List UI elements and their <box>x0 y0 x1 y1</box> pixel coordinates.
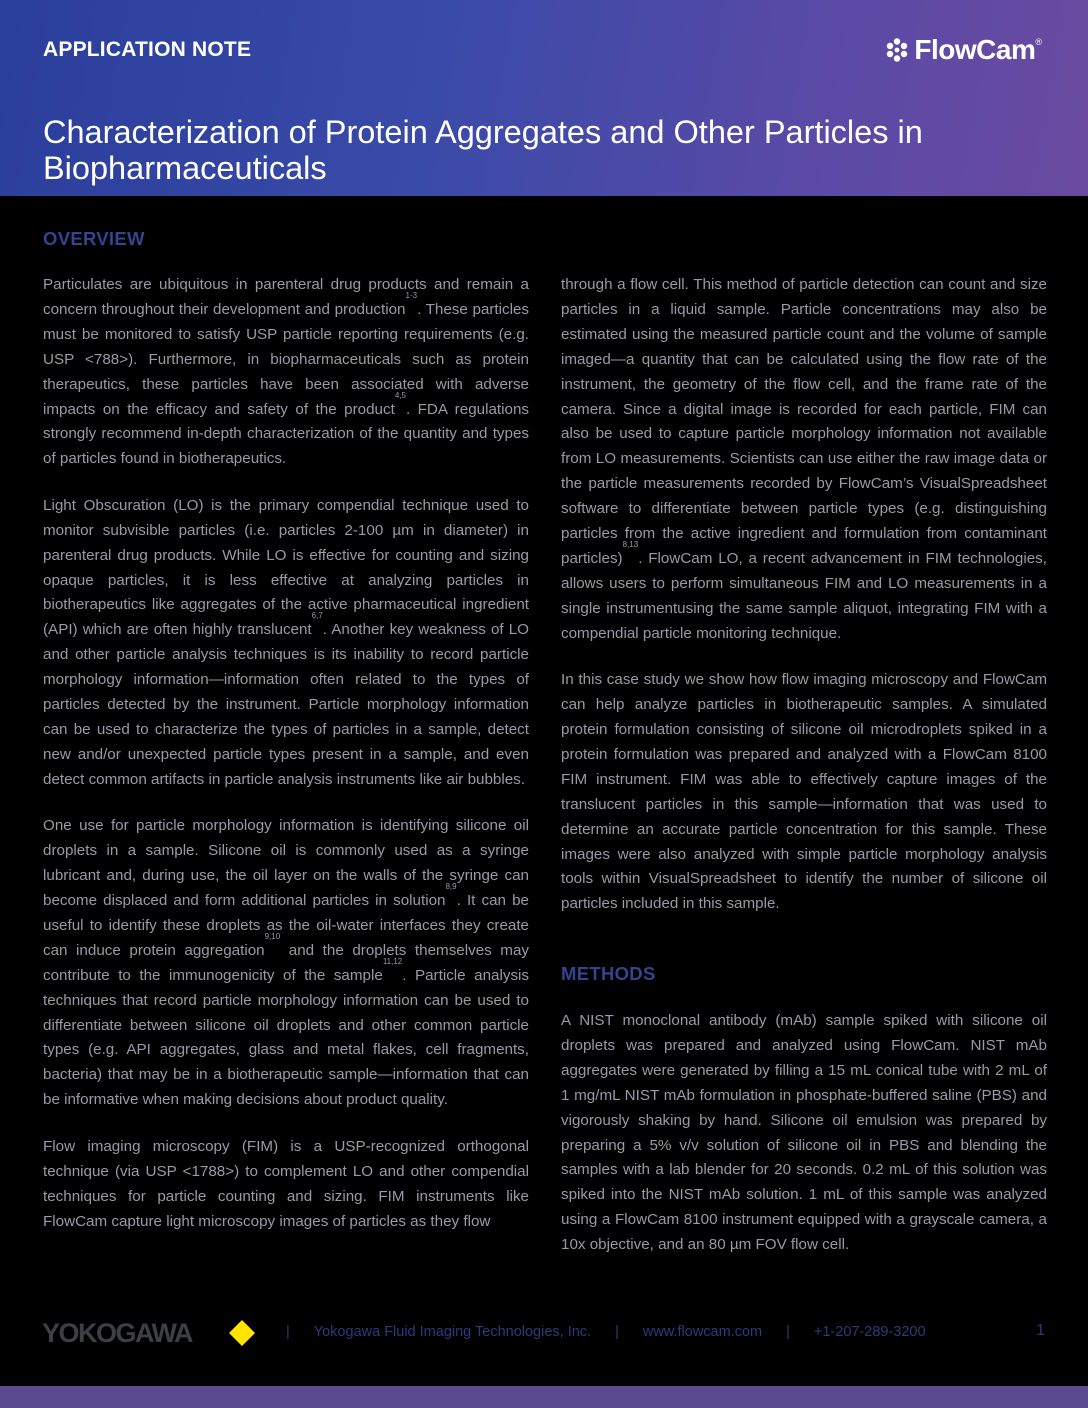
document-title: Characterization of Protein Aggregates and Other Particles in Biopharmaceuticals <box>43 113 923 186</box>
citation: 9,10 <box>264 931 281 941</box>
citation: 4,5 <box>394 390 406 400</box>
footer-company: Yokogawa Fluid Imaging Technologies, Inc. <box>313 1324 592 1340</box>
footer-phone: +1-207-289-3200 <box>813 1324 926 1340</box>
paragraph: Flow imaging microscopy (FIM) is a USP-recognized orthogonal technique (via USP <1788>) to complement LO and other compendial techniques for particle counting and sizing. FIM instruments like FlowCam capture light microscopy images of particles as they flow <box>43 1137 529 1230</box>
paragraph: Particulates are ubiquitous in parenteral drug products and remain a concern throughout their development and production$^{1-3}$. These particles must be monitored to satisfy USP particle reporting requirements (e.g. USP <788>). Furthermore, in biopharmaceuticals such as protein therapeutics, these particles have been associated with adverse impacts on the efficacy and safety of the product$^{4,5}$. FDA regulations strongly recommend in-depth characterization of the quantity and types of particles found in biotherapeutics. <box>43 276 529 468</box>
overview-heading: OVERVIEW <box>43 228 145 249</box>
left-column <box>43 273 529 1234</box>
yokogawa-diamond-icon <box>229 1320 255 1346</box>
methods-heading: METHODS <box>561 963 656 984</box>
footer-contact <box>286 1324 926 1340</box>
footer-separator: | <box>286 1324 290 1340</box>
bottom-bar <box>0 1386 1088 1408</box>
citation: 6,7 <box>311 611 323 621</box>
flowcam-logo-icon <box>884 37 910 63</box>
citation: 1-3 <box>405 290 418 300</box>
footer-separator: | <box>615 1324 619 1340</box>
footer-separator: | <box>786 1324 790 1340</box>
citation: 11,12 <box>382 956 403 966</box>
paragraph: Light Obscuration (LO) is the primary compendial technique used to monitor subvisible particles (i.e. particles 2-100 µm in diameter) in parenteral drug products. While LO is effective for counting and sizing opaque particles, it is less effective at analyzing particles in biotherapeutics like aggregates of the active pharmaceutical ingredient (API) which are often highly translucent$^{6,7}$. Another key weakness of LO and other particle analysis techniques is its inability to record particle morphology information—information often related to the types of particles detected by the instrument. Particle morphology information can be used to characterize the types of particles in a sample, detect new and/or unexpected particle types present in a sample, and even detect common artifacts in particle analysis instruments like air bubbles. <box>43 496 529 788</box>
flowcam-logo <box>884 34 1042 66</box>
paragraph: In this case study we show how flow imaging microscopy and FlowCam can help analyze particles in biotherapeutic samples. A simulated protein formulation consisting of silicone oil microdroplets spiked in a protein formulation was prepared and analyzed with a FlowCam 8100 FIM instrument. FIM was able to effectively capture images of the translucent particles in this sample—information that was used to determine an accurate particle concentration for this sample. These images were also analyzed with simple particle morphology analysis tools within VisualSpreadsheet to identify the number of silicone oil particles included in this sample. <box>561 671 1047 913</box>
page-number: 1 <box>1036 1322 1045 1339</box>
header-banner <box>0 0 1088 196</box>
footer-website-link[interactable]: www.flowcam.com <box>642 1324 763 1340</box>
paragraph: One use for particle morphology information is identifying silicone oil droplets in a sample. Silicone oil is commonly used as a syringe lubricant and, during use, the oil layer on the walls of the syringe can become displaced and form additional particles in solution$^{8,9}$. It can be useful to identify these droplets as the oil-water interfaces they create can induce protein aggregation$^{9,10}$ and the droplets themselves may contribute to the immunogenicity of the sample$^{11,12}$. Particle analysis techniques that record particle morphology information can be used to differentiate between silicone oil droplets and other common particle types (e.g. API aggregates, glass and metal flakes, cell fragments, bacteria) that may be in a biotherapeutic sample—information that can be informative when making decisions about product quality. <box>43 817 530 1109</box>
paragraph: A NIST monoclonal antibody (mAb) sample spiked with silicone oil droplets was prepared and analyzed using FlowCam. NIST mAb aggregates were generated by filling a 15 mL conical tube with 2 mL of 1 mg/mL NIST mAb formulation in phosphate-buffered saline (PBS) and vigorously shaking by hand. Silicone oil emulsion was prepared by preparing a 5% v/v solution of silicone oil in PBS and blending the samples with a lab blender for 20 seconds. 0.2 mL of this solution was spiked into the NIST mAb solution. 1 mL of this sample was analyzed using a FlowCam 8100 instrument equipped with a grayscale camera, a 10x objective, and an 80 µm FOV flow cell. <box>561 1012 1047 1254</box>
yokogawa-logo: YOKOGAWA <box>42 1318 193 1348</box>
brand-name: FlowCam <box>914 34 1036 65</box>
citation: 8,13 <box>622 539 639 549</box>
footer <box>0 1316 1088 1356</box>
paragraph: through a flow cell. This method of particle detection can count and size particles in a liquid sample. Particle concentrations may also be estimated using the measured particle count and the volume of sample imaged—a quantity that can be calculated using the flow rate of the instrument, the geometry of the flow cell, and the frame rate of the camera. Since a digital image is recorded for each particle, FIM can also be used to capture particle morphology information not available from LO measurements. Scientists can use either the raw image data or the particle measurements recorded by FlowCam’s VisualSpreadsheet software to differentiate between particle types (e.g. distinguishing particles from the active ingredient and formulation from contaminant particles)$^{8,13}$. FlowCam LO, a recent advancement in FIM technologies, allows users to perform simultaneous FIM and LO measurements in a single instrumentusing the same sample aliquot, integrating FIM with a compendial particle monitoring technique. <box>561 276 1047 642</box>
right-column <box>561 273 1047 917</box>
document-type-label: APPLICATION NOTE <box>43 38 252 61</box>
citation: 8,9 <box>445 882 457 892</box>
registered-mark: ® <box>1035 37 1042 47</box>
methods-column <box>561 1009 1047 1258</box>
